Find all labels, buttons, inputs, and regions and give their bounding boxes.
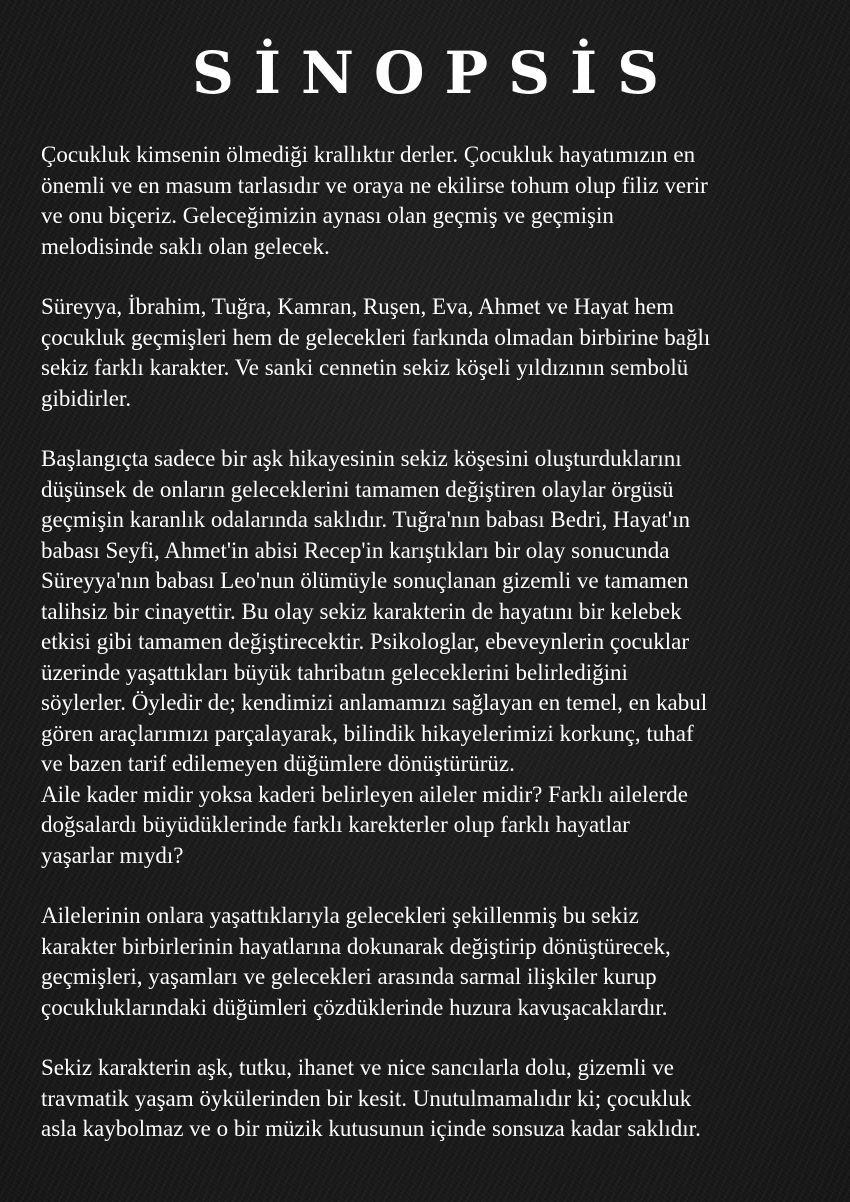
paragraph-plot: Başlangıçta sadece bir aşk hikayesinin sekiz köşesini oluşturduklarını düşünsek de onların geleceklerini tamamen değiştiren olaylar örgüsü geçmişin karanlık odalarında saklıdır. Tuğra'nın babası Bedri, Hayat'ın babası Seyfi, Ahmet'in abisi Recep'in karıştıkları bir olay sonucunda Süreyya'nın babası Leo'nun ölümüyle sonuçlanan gizemli ve tamamen talihsiz bir cinayettir. Bu olay sekiz karakterin de hayatını bir kelebek etkisi gibi tamamen değiştirecektir. Psikologlar, ebeveynlerin çocuklar üzerinde yaşattıkları büyük tahribatın geleceklerini belirlediğini söylerler. Öyledir de; kendimizi anlamamızı sağlayan en temel, en kabul gören araçlarımızı parçalayarak, bilindik hikayelerimizi korkunç, tuhaf ve bazen tarif edilemeyen düğümlere dönüştürürüz. [41,446,708,776]
paragraph-transformation: Ailelerinin onlara yaşattıklarıyla gelecekleri şekillenmiş bu sekiz karakter birbirlerinin hayatlarına dokunarak değiştirip dönüştürecek, geçmişleri, yaşamları ve gelecekleri arasında sarmal ilişkiler kurup çocukluklarındaki düğümleri çözdüklerinde huzura kavuşacaklardır. [41,903,671,1020]
page-title: SİNOPSİS [191,39,680,107]
paragraph-childhood: Çocukluk kimsenin ölmediği krallıktır derler. Çocukluk hayatımızın en önemli ve en masum tarlasıdır ve oraya ne ekilirse tohum olup filiz verir ve onu biçeriz. Geleceğimizin aynası olan geçmiş ve geçmişin melodisinde saklı olan gelecek. [41,142,708,259]
synopsis-body [41,140,810,1145]
paragraph-closing: Sekiz karakterin aşk, tutku, ihanet ve nice sancılarla dolu, gizemli ve travmatik yaşam öykülerinden bir kesit. Unutulmamalıdır ki; çocukluk asla kaybolmaz ve o bir müzik kutusunun içinde sonsuza kadar saklıdır. [41,1055,701,1141]
paragraph-question: Aile kader midir yoksa kaderi belirleyen aileler midir? Farklı ailelerde doğsalardı büyüdüklerinde farklı karekterler olup farklı hayatlar yaşarlar mıydı? [41,781,688,868]
paragraph-characters: Süreyya, İbrahim, Tuğra, Kamran, Ruşen, Eva, Ahmet ve Hayat hem çocukluk geçmişleri hem de gelecekleri farkında olmadan birbirine bağlı sekiz farklı karakter. Ve sanki cennetin sekiz köşeli yıldızının sembolü gibidirler. [41,294,711,411]
